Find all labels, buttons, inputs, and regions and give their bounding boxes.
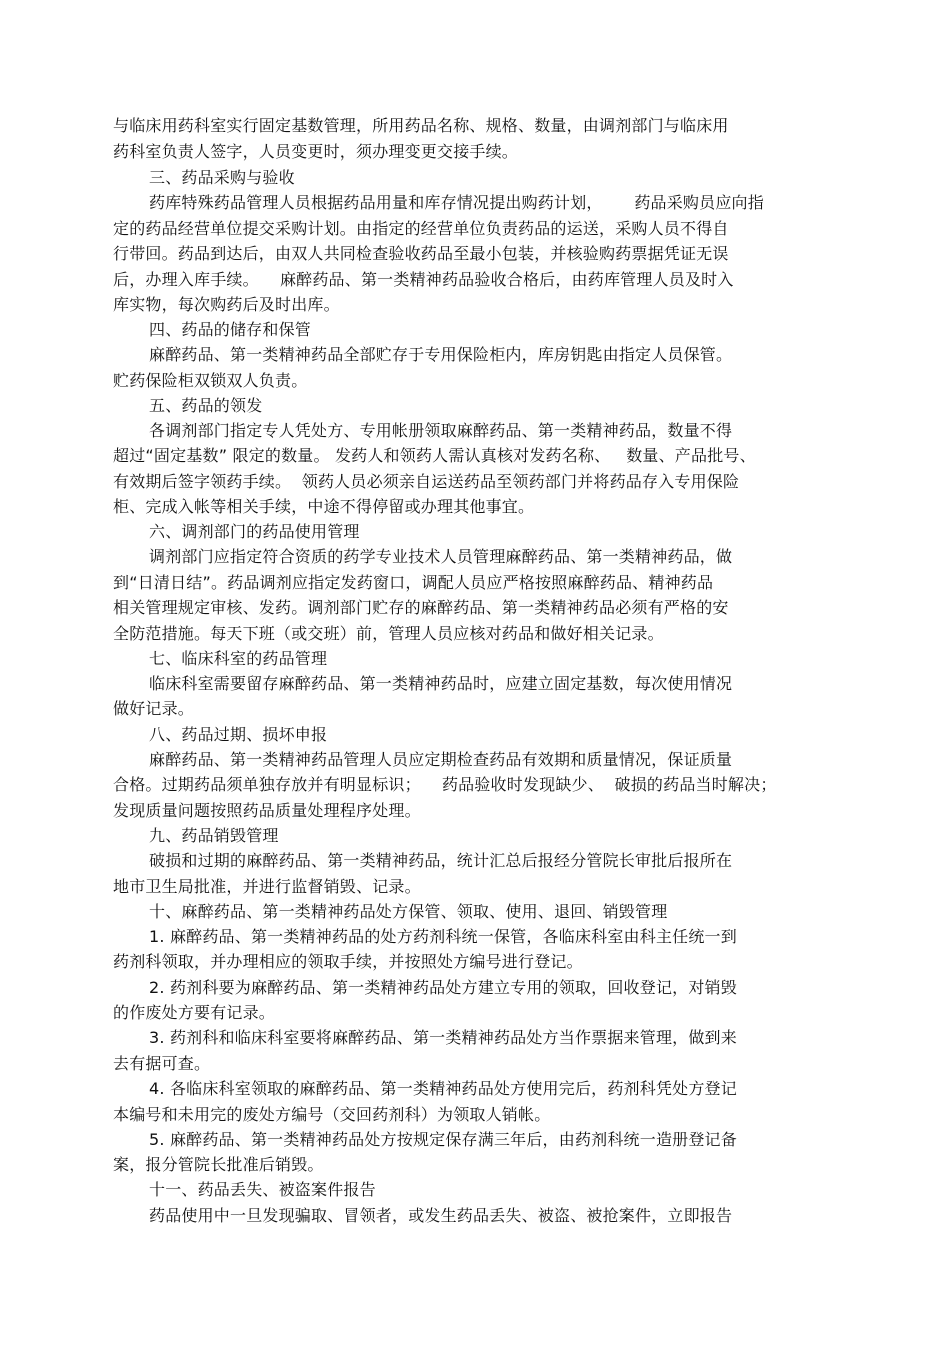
body-text-line: 有效期后签字领药手续。 领药人员必须亲自运送药品至领药部门并将药品存入专用保险 bbox=[113, 472, 740, 491]
body-text-line: 麻醉药品、第一类精神药品管理人员应定期检查药品有效期和质量情况，保证质量 bbox=[149, 750, 733, 769]
section-heading: 十一、药品丢失、被盗案件报告 bbox=[149, 1180, 376, 1199]
list-item-text: 5. 麻醉药品、第一类精神药品处方按规定保存满三年后，由药剂科统一造册登记备 bbox=[149, 1130, 737, 1149]
list-item-text: 本编号和未用完的废处方编号（交回药剂科）为领取人销帐。 bbox=[113, 1105, 551, 1124]
list-item-text: 4. 各临床科室领取的麻醉药品、第一类精神药品处方使用完后，药剂科凭处方登记 bbox=[149, 1079, 737, 1098]
body-text-line: 库实物，每次购药后及时出库。 bbox=[113, 295, 340, 314]
body-text-line: 柜、完成入帐等相关手续，中途不得停留或办理其他事宜。 bbox=[113, 497, 535, 516]
body-text-line: 做好记录。 bbox=[113, 699, 195, 718]
body-text-line: 到“日清日结”。药品调剂应指定发药窗口，调配人员应严格按照麻醉药品、精神药品 bbox=[113, 573, 714, 592]
body-text-line: 药科室负责人签字，人员变更时，须办理变更交接手续。 bbox=[113, 142, 519, 161]
body-text-line: 临床科室需要留存麻醉药品、第一类精神药品时，应建立固定基数，每次使用情况 bbox=[149, 674, 733, 693]
body-text-line: 与临床用药科室实行固定基数管理，所用药品名称、规格、数量，由调剂部门与临床用 bbox=[113, 116, 729, 135]
body-text-line: 各调剂部门指定专人凭处方、专用帐册领取麻醉药品、第一类精神药品，数量不得 bbox=[149, 421, 733, 440]
body-text-line: 药库特殊药品管理人员根据药品用量和库存情况提出购药计划， 药品采购员应向指 bbox=[149, 193, 764, 212]
section-heading: 四、药品的储存和保管 bbox=[149, 320, 312, 339]
section-heading: 三、药品采购与验收 bbox=[149, 168, 295, 187]
list-item-text: 案，报分管院长批准后销毁。 bbox=[113, 1155, 324, 1174]
list-item-text: 药剂科领取，并办理相应的领取手续，并按照处方编号进行登记。 bbox=[113, 952, 583, 971]
body-text-line: 超过“固定基数” 限定的数量。 发药人和领药人需认真核对发药名称、 数量、产品批号、 bbox=[113, 446, 756, 465]
body-text-line: 行带回。药品到达后，由双人共同检查验收药品至最小包装，并核验购药票据凭证无误 bbox=[113, 244, 729, 263]
section-heading: 九、药品销毁管理 bbox=[149, 826, 279, 845]
section-heading: 六、调剂部门的药品使用管理 bbox=[149, 522, 360, 541]
body-text-line: 调剂部门应指定符合资质的药学专业技术人员管理麻醉药品、第一类精神药品，做 bbox=[149, 547, 733, 566]
section-heading: 七、临床科室的药品管理 bbox=[149, 649, 328, 668]
list-item-text: 的作废处方要有记录。 bbox=[113, 1003, 276, 1022]
body-text-line: 发现质量问题按照药品质量处理程序处理。 bbox=[113, 801, 421, 820]
body-text-line: 药品使用中一旦发现骗取、冒领者，或发生药品丢失、被盗、被抢案件，立即报告 bbox=[149, 1206, 733, 1225]
section-heading: 八、药品过期、损坏申报 bbox=[149, 725, 328, 744]
body-text-line: 相关管理规定审核、发药。调剂部门贮存的麻醉药品、第一类精神药品必须有严格的安 bbox=[113, 598, 729, 617]
body-text-line: 定的药品经营单位提交采购计划。由指定的经营单位负责药品的运送，采购人员不得自 bbox=[113, 219, 729, 238]
section-heading: 五、药品的领发 bbox=[149, 396, 263, 415]
body-text-line: 合格。过期药品须单独存放并有明显标识； 药品验收时发现缺少、 破损的药品当时解决； bbox=[113, 775, 777, 794]
list-item-text: 2. 药剂科要为麻醉药品、第一类精神药品处方建立专用的领取，回收登记，对销毁 bbox=[149, 978, 737, 997]
body-text-line: 后，办理入库手续。 麻醉药品、第一类精神药品验收合格后，由药库管理人员及时入 bbox=[113, 270, 734, 289]
list-item-text: 1. 麻醉药品、第一类精神药品的处方药剂科统一保管，各临床科室由科主任统一到 bbox=[149, 927, 737, 946]
body-text-line: 全防范措施。每天下班（或交班）前，管理人员应核对药品和做好相关记录。 bbox=[113, 624, 664, 643]
body-text-line: 地市卫生局批准，并进行监督销毁、记录。 bbox=[113, 877, 421, 896]
body-text-line: 破损和过期的麻醉药品、第一类精神药品，统计汇总后报经分管院长审批后报所在 bbox=[149, 851, 733, 870]
list-item-text: 3. 药剂科和临床科室要将麻醉药品、第一类精神药品处方当作票据来管理，做到来 bbox=[149, 1028, 737, 1047]
section-heading: 十、麻醉药品、第一类精神药品处方保管、领取、使用、退回、销毁管理 bbox=[149, 902, 668, 921]
body-text-line: 麻醉药品、第一类精神药品全部贮存于专用保险柜内，库房钥匙由指定人员保管。 bbox=[149, 345, 733, 364]
body-text-line: 贮药保险柜双锁双人负责。 bbox=[113, 371, 308, 390]
list-item-text: 去有据可查。 bbox=[113, 1054, 211, 1073]
